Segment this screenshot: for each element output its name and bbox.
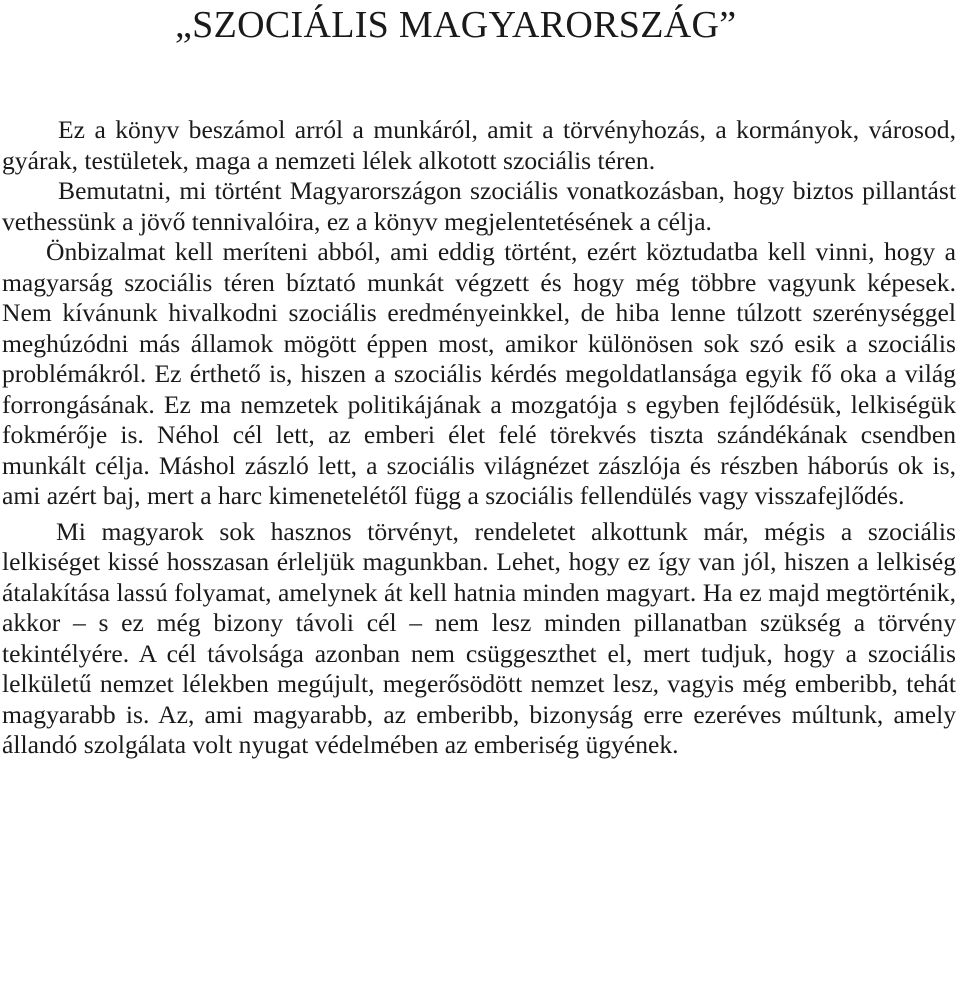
paragraph-purpose: Bemutatni, mi történt Magyarországon szociális vonatkozásban, hogy biztos pillantást vethessünk a jövő tennivalóira, ez a könyv megjelentetésének a célja. — [2, 176, 956, 236]
paragraph-intro: Ez a könyv beszámol arról a munkáról, amit a törvényhozás, a kormányok, városod, gyárak, testületek, maga a nemzeti lélek alkotott szociális téren. — [2, 115, 956, 175]
paragraph-self-confidence: Önbizalmat kell meríteni abból, ami eddig történt, ezért köztudatba kell vinni, hogy a magyarság szociális téren bíztató munkát végzett és hogy még többre vagyunk képesek. Nem kívánunk hivalkodni szociális eredményeinkkel, de hiba lenne túlzott szerénységgel meghúzódni más államok mögött éppen most, amikor különösen sok szó esik a szociális problémákról. Ez érthető is, hiszen a szociális kérdés megoldatlansága egyik fő oka a világ forrongásának. Ez ma nemzetek politikájának a mozgatója s egyben fejlődésük, lelkiségük fokmérője is. Néhol cél lett, az emberi élet felé törekvés tiszta szándékának csendben munkált célja. Máshol zászló lett, a szociális világnézet zászlója és részben háborús ok is, ami azért baj, mert a harc kimenetelétől függ a szociális fellendülés vagy visszafejlődés. — [2, 237, 956, 510]
page-title: „SZOCIÁLIS MAGYARORSZÁG” — [175, 4, 737, 46]
paragraph-hungarians: Mi magyarok sok hasznos törvényt, rendeletet alkottunk már, mégis a szociális lelkiséget kissé hosszasan érleljük magunkban. Lehet, hogy ez így van jól, hiszen a lelkiség átalakítása lassú folyamat, amelynek át kell hatnia minden magyart. Ha ez majd megtörténik, akkor – s ez még bizony távoli cél – nem lesz minden pillanatban szükség a törvény tekintélyére. A cél távolsága azonban nem csüggeszthet el, mert tudjuk, hogy a szociális lelkületű nemzet lélekben megújult, megerősödött nemzet lesz, vagyis még emberibb, tehát magyarabb is. Az, ami magyarabb, az emberibb, bizonyság erre ezeréves múltunk, amely állandó szolgálata volt nyugat védelmében az emberiség ügyének. — [2, 516, 956, 759]
document-body — [2, 115, 956, 761]
